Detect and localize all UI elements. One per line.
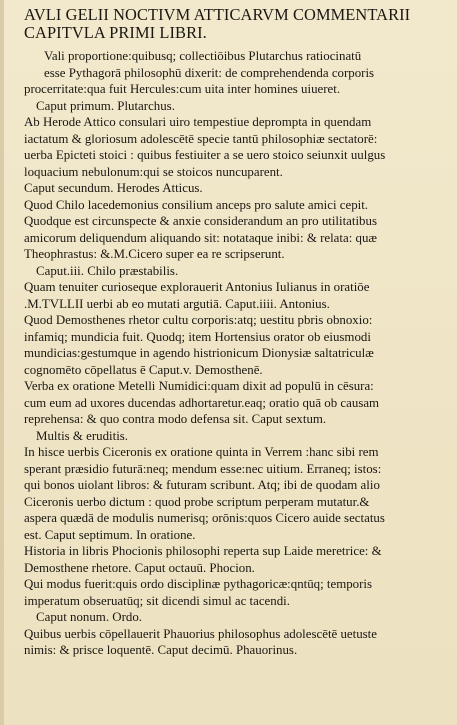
text-line: est. Caput septimum. In oratione. [24,527,196,542]
text-line: iactatum & gloriosum adolescētē specie tantū philosophiæ sectatorē: [24,131,378,146]
text-line: Caput primum. Plutarchus. [36,98,175,113]
heading-line-1: AVLI GELII NOCTIVM ATTICARVM COMMENTARII [24,5,411,24]
text-line: Caput secundum. Herodes Atticus. [24,181,203,195]
page-edge [0,0,4,725]
text-line: .M.TVLLII uerbi ab eo mutati argutiā. Caput.iiii. Antonius. [24,296,330,311]
text-line: Quodque est circunspecte & anxie considerandum an pro utilitatibus [24,214,377,228]
text-line: Quibus uerbis cōpellauerit Phauorius philosophus adolescētē uetuste [24,626,377,641]
text-line: Caput.iii. Chilo præstabilis. [36,263,179,278]
text-line: Caput nonum. Ordo. [36,610,142,624]
text-line: sperant præsidio futurā:neq; mendum esse:nec uitium. Erraneq; istos: [24,461,382,476]
text-line: Multis & eruditis. [36,428,129,443]
text-line: qui bonos uiolant libros: & futuram scribunt. Atq; ibi de quodam alio [24,478,380,492]
text-line: Quod Demosthenes rhetor cultu corporis:atq; uestitu pbris obnoxio: [24,313,373,327]
text-line: amicorum deliquendum aliquando sit: notataque inibi: & relata: quæ [24,230,377,245]
text-line: Theophrastus: &.M.Cicero super ea re scripserunt. [24,247,285,261]
text-line: Historia in libris Phocionis philosophi reperta sup Laide meretrice: & [24,544,382,558]
text-line: infamiq; mundicia fuit. Quodq; item Hortensius orator ob eiusmodi [24,329,371,344]
text-line: procerritate:qua fuit Hercules:cum uita inter homines uiueret. [24,82,341,96]
text-line: uerba Epicteti stoici : quibus festiuiter a se uero stoico seiunxit uulgus [24,148,386,162]
text-line: imperatum obseruatūq; sit dicendi simul ac tacendi. [24,593,290,608]
text-line: Ciceronis uerbo dictum : quod probe scriptum perperam mutatur.& [24,494,370,509]
text-line: esse Pythagorā philosophū dixerit: de comprehendenda corporis [44,65,375,80]
text-line: cognomēto cōpellatus ē Caput.v. Demosthenē. [24,362,263,377]
text-line: Quod Chilo lacedemonius consilium anceps pro salute amici cepit. [24,197,369,212]
text-line: aspera quædā de modulis numerisq; orōnis:quos Cicero auide sectatus [24,511,385,525]
chapter-list [24,48,454,659]
heading-line-2: CAPITVLA PRIMI LIBRI. [24,23,207,42]
text-line: mundicias:gestumque in agendo histrionicum Dionysiæ saltatriculæ [24,346,374,360]
text-line: Vali proportione:quibusq; collectiōibus Plutarchus ratiocinatū [44,49,362,63]
text-line: Ab Herode Attico consulari uiro tempestiue deprompta in quendam [24,115,372,129]
text-line: Qui modus fuerit:quis ordo disciplinæ pythagoricæ:qntūq; temporis [24,577,373,591]
text-line: nimis: & prisce loquentē. Caput decimū. Phauorinus. [24,643,298,657]
text-line: reprehensa: & quo contra modo defensa sit. Caput sextum. [24,412,327,426]
text-line: In hisce uerbis Ciceronis ex oratione quinta in Verrem :hanc sibi rem [24,445,379,459]
page-heading [24,6,452,42]
text-line: Verba ex oratione Metelli Numidici:quam dixit ad populū in cēsura: [24,379,374,393]
text-line: loquacium nebulonum:qui se stoicos nuncuparent. [24,164,283,179]
text-line: Quam tenuiter curioseque explorauerit Antonius Iulianus in oratiōe [24,280,370,294]
text-line: cum eum ad uxores ducendas adhortaretur.eaq; oratio quā ob causam [24,395,380,410]
text-line: Demosthene rhetore. Caput octauū. Phocion. [24,560,255,575]
